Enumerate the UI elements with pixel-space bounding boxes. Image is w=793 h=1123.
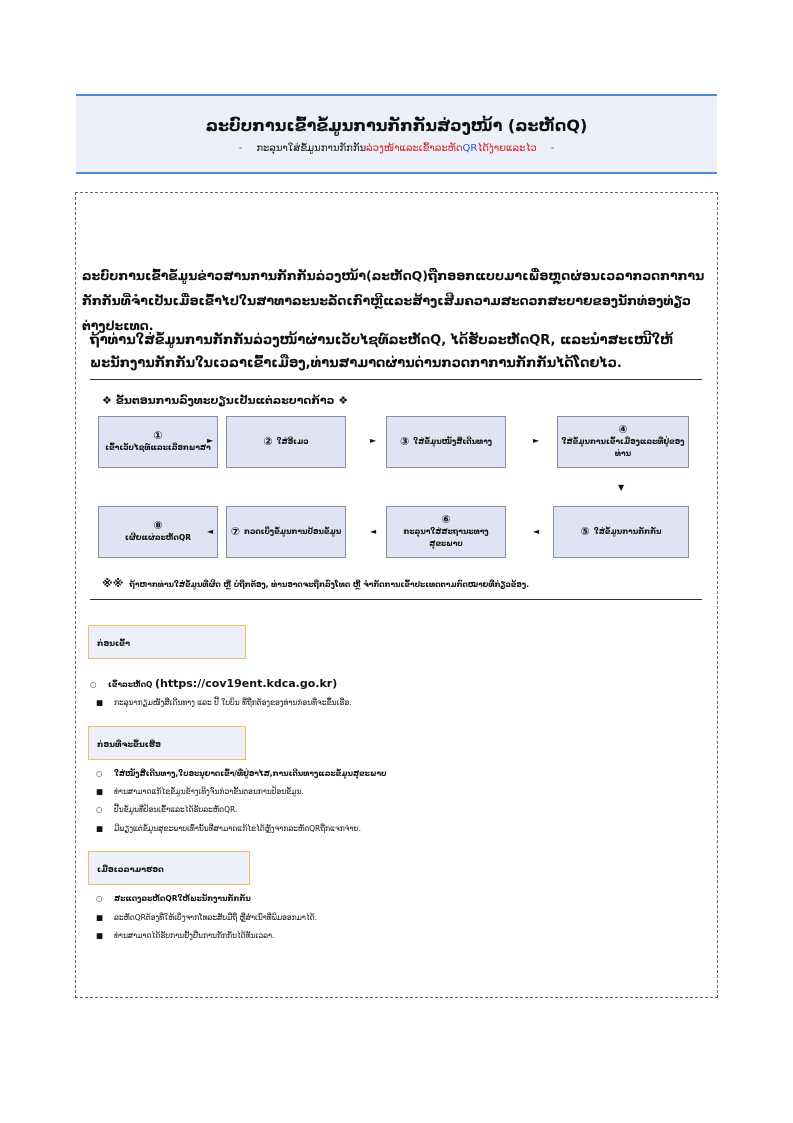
square-bullet-icon: ■ bbox=[96, 913, 104, 922]
note-text: ຖ້າຫາກທ່ານໃສ່ຂໍ້ມູນທີ່ຜິດ ຫຼື ບໍ່ຖືກຕ້ອງ, ທ່ານອາດຈະຖືກລົງໂທດ ຫຼື ຈໍາກັດການເຂົ້າປະເທດຕາມກົດໝາຍທີ່ກ່ຽວຂ້ອງ. bbox=[129, 580, 529, 589]
step-6-number: ⑥ bbox=[441, 513, 451, 526]
page-title: ລະບົບການເຂົ້າຂໍ້ມູນການກັກກັນສ່ວງໜ້າ (ລະຫັດQ) bbox=[205, 116, 588, 135]
on-arrival-text-1: ສະແດງລະຫັດQRໃຫ້ພະນັກງານກັກກັນ bbox=[114, 894, 251, 903]
step-5-box bbox=[553, 506, 689, 558]
on-arrival-line-3 bbox=[96, 931, 274, 940]
section-before-boarding-title: ກ່ອນທີ່ຈະຂຶ້ນເຮືອ bbox=[88, 726, 246, 760]
step-4-number: ④ bbox=[618, 423, 628, 436]
qcode-site-label: ເຂົ້າລະຫັດQ bbox=[108, 680, 153, 689]
step-4-label: ໃສ່ຂໍ້ມູນການເຂົ້າເມືອງແລະທີ່ຢູ່ຂອງທ່ານ bbox=[561, 437, 685, 458]
step-8-box bbox=[98, 506, 218, 558]
on-arrival-line-1 bbox=[96, 894, 251, 903]
main-content-box bbox=[75, 192, 718, 998]
arrow-right-icon: ► bbox=[370, 436, 377, 445]
step-2-box bbox=[226, 416, 346, 468]
step-6-box bbox=[386, 506, 506, 558]
before-boarding-text-3: ປີ້ນຂໍ້ມູນທີ່ປ້ອນເຂົ້າແລະໄດ້ຮັບລະຫັດQR. bbox=[114, 805, 238, 814]
arrow-down-icon: ▼ bbox=[618, 483, 625, 492]
step-1-number: ① bbox=[153, 429, 163, 442]
before-departure-text-2: ກະລຸນາກຽມໜັງສືເດີນທາງ ແລະ ປີ້ ໃບບິນ ທີ່ຖືກຕ້ອງຂອງທ່ານກ່ອນທີ່ຈະຂຶ້ນເຮືອ. bbox=[114, 698, 352, 707]
before-boarding-line-3 bbox=[96, 805, 237, 814]
before-departure-line-1 bbox=[90, 677, 337, 690]
section-before-departure-title: ກ່ອນເຂົ້າ bbox=[88, 625, 246, 659]
arrow-right-icon: ► bbox=[533, 436, 540, 445]
step-7-box bbox=[226, 506, 346, 558]
circle-bullet-icon: ○ bbox=[90, 680, 97, 689]
circle-bullet-icon: ○ bbox=[96, 805, 103, 814]
divider-bottom bbox=[90, 599, 702, 600]
page-header bbox=[76, 94, 717, 174]
step-2-number: ② bbox=[263, 435, 273, 448]
warning-note bbox=[102, 577, 529, 590]
step-5-number: ⑤ bbox=[580, 525, 590, 538]
circle-bullet-icon: ○ bbox=[96, 769, 103, 778]
before-boarding-line-4 bbox=[96, 824, 361, 833]
arrow-right-icon: ► bbox=[207, 436, 214, 445]
on-arrival-text-3: ທ່ານສາມາດໄດ້ຮັບການຢັ້ງຢືນການກັກກັນໄດ້ທັນເວລາ. bbox=[114, 931, 275, 940]
step-2-label: ໃສ່ອີເມວ bbox=[276, 437, 309, 446]
circle-bullet-icon: ○ bbox=[96, 894, 103, 903]
on-arrival-text-2: ລະຫັດQRຕ້ອງທີ່ໃຫ້ເບິ່ງຈາກໂທລະສັບມືຖື ຫຼືສໍາເນົາທີ່ພິມອອກມາໄດ້. bbox=[114, 913, 318, 922]
qcode-site-url: (https://cov19ent.kdca.go.kr) bbox=[155, 677, 338, 690]
subtitle-dash-right: - bbox=[550, 143, 555, 154]
step-7-number: ⑦ bbox=[230, 525, 241, 538]
arrow-left-icon: ◄ bbox=[207, 527, 214, 536]
before-boarding-line-1 bbox=[96, 769, 386, 778]
step-7-label: ກວດເບິ່ງຂໍ້ມູນການປ້ອນຂໍ້ມູນ bbox=[244, 527, 342, 536]
step-1-label: ເຂົ້າເວັບໄຊທ໌ແລະເລືອກພາສາ bbox=[105, 443, 211, 452]
square-bullet-icon: ■ bbox=[96, 931, 104, 940]
steps-heading: ❖ ຂັ້ນຕອນການລົງທະບຽນເປັນແຕ່ລະບາດກ້າວ ❖ bbox=[102, 394, 349, 407]
divider-top bbox=[90, 379, 702, 380]
intro-paragraph-2: ຖ້າທ່ານໃສ່ຂໍ້ມູນການກັກກັນລ່ວງໜ້າຜ່ານເວັບໄຊທ໌ລະຫັດQ, ໄດ້ຮັບລະຫັດQR, ແລະນໍາສະເໜີໃຫ້ພະນັກງານກັກກັນໃນເວລາເຂົ້າເມືອງ,ທ່ານສາມາດຜ່ານດ່ານກວດກາການກັກກັນໄດ້ໂດຍໄວ. bbox=[90, 333, 674, 371]
before-departure-line-2 bbox=[96, 698, 352, 707]
before-boarding-line-2 bbox=[96, 787, 304, 796]
step-5-label: ໃສ່ຂໍ້ມູນການກັກກັນ bbox=[593, 527, 662, 536]
subtitle-part2: ລ່ວງໜ້າແລະເຂົ້າລະຫັດ bbox=[366, 143, 463, 154]
square-bullet-icon: ■ bbox=[96, 824, 104, 833]
page-subtitle bbox=[76, 143, 717, 154]
before-boarding-text-1: ໃສ່ໜັງສືເດີນທາງ,ໃບອະນຸຍາດເຂົ້າ/ທີ່ຢູ່ອາໄສ,ການເດີນທາງແລະຂໍ້ມູນສຸຂະພາບ bbox=[114, 769, 387, 778]
before-boarding-text-4: ມີພຽງແຕ່ຂໍ້ມູນສຸຂະພາບເທົ່ານັ້ນທີ່ສາມາດແກ້ໄຂໄດ້ຫຼັງຈາກລະຫັດQRຖືກແຈກຈ່າຍ. bbox=[114, 824, 362, 833]
note-mark: ※※ bbox=[102, 577, 124, 590]
arrow-left-icon: ◄ bbox=[370, 527, 377, 536]
square-bullet-icon: ■ bbox=[96, 787, 104, 796]
before-boarding-text-2: ທ່ານສາມາດແກ້ໄຂຂໍ້ມູນຂ້າງເທິງຈົນກ່ວາຂັ້ນຕອນການປ້ອນຂໍ້ມູນ. bbox=[114, 787, 304, 796]
step-8-number: ⑧ bbox=[153, 519, 163, 532]
subtitle-part4: ໄດ້ງ່າຍແລະໄວ bbox=[477, 143, 537, 154]
on-arrival-line-2 bbox=[96, 913, 317, 922]
step-3-label: ໃສ່ຂໍ້ມູນໜັງສືເດີນທາງ bbox=[413, 437, 493, 446]
step-8-label: ເຜີຍແຜ່ລະຫັດQR bbox=[125, 533, 191, 542]
step-3-box bbox=[386, 416, 506, 468]
subtitle-dash-left: - bbox=[238, 143, 243, 154]
subtitle-part1: ກະລຸນາໃສ່ຂໍ້ມູນການກັກກັນ bbox=[256, 143, 367, 154]
section-on-arrival-title: ເມື່ອເວລາມາຮອດ bbox=[88, 851, 250, 885]
step-4-box bbox=[557, 416, 689, 468]
square-bullet-icon: ■ bbox=[96, 698, 104, 707]
step-6-label: ກະລຸນາໃສ່ສະຖານະທາງສຸຂະພາບ bbox=[403, 527, 489, 548]
step-3-number: ③ bbox=[399, 435, 410, 448]
subtitle-qr: QR bbox=[462, 143, 478, 154]
intro-paragraph-1: ລະບົບການເຂົ້າຂໍ້ມູນຂ່າວສານການກັກກັນລ່ວງໜ້າ(ລະຫັດQ)ຖືກອອກແບບມາເພື່ອຫຼຸດຜ່ອນເວລາກວດກາການກັກກັນທີ່ຈໍາເປັນເມື່ອເຂົ້າໄປໃນສາທາລະນະລັດເກົາຫຼີແລະສ້າງເສີມຄວາມສະດວກສະບາຍຂອງນັກທ່ອງທ່ຽວຕ່າງປະເທດ. bbox=[82, 268, 705, 333]
step-1-box bbox=[98, 416, 218, 468]
arrow-left-icon: ◄ bbox=[533, 527, 540, 536]
